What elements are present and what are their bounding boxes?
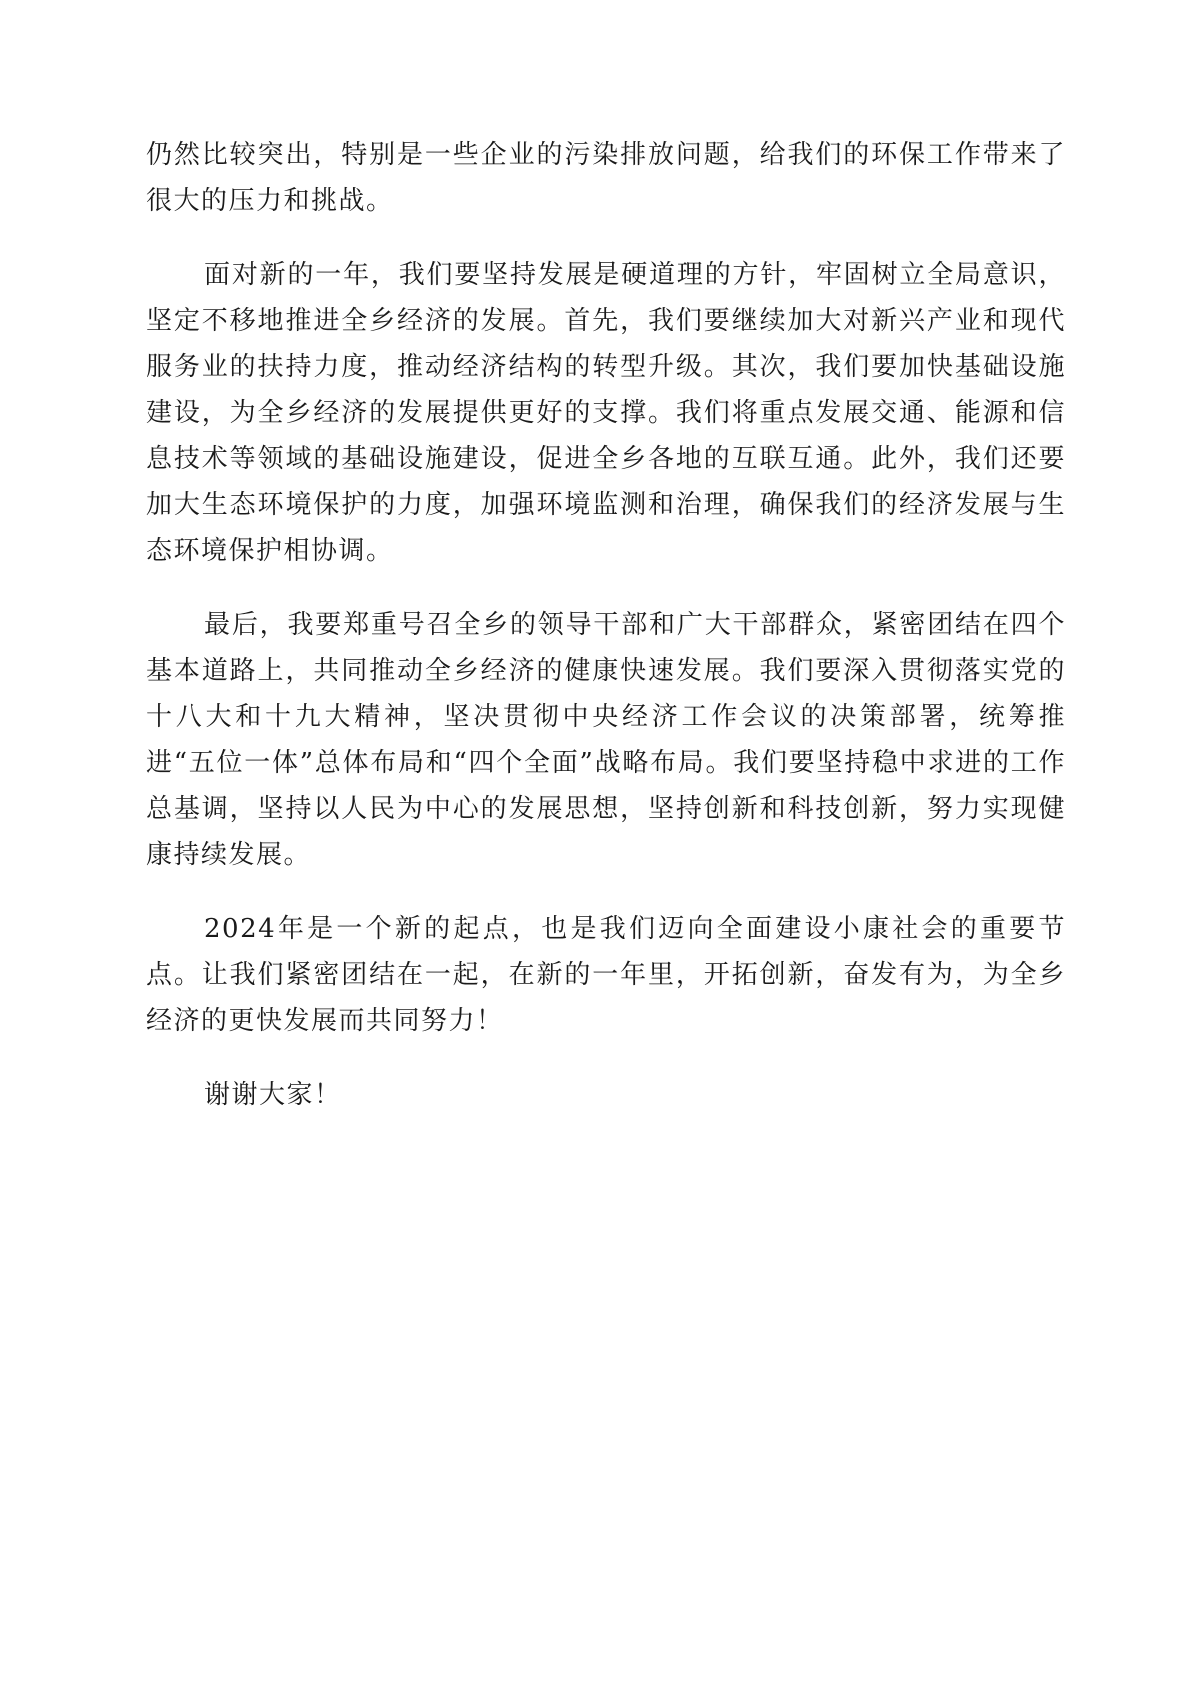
paragraph-2024-outlook: 2024年是一个新的起点，也是我们迈向全面建设小康社会的重要节点。让我们紧密团结在一起，在新的一年里，开拓创新，奋发有为，为全乡经济的更快发展而共同努力！ [146, 914, 1066, 1036]
paragraph-new-year-plan: 面对新的一年，我们要坚持发展是硬道理的方针，牢固树立全局意识，坚定不移地推进全乡经济的发展。首先，我们要继续加大对新兴产业和现代服务业的扶持力度，推动经济结构的转型升级。其次，我们要加快基础设施建设，为全乡经济的发展提供更好的支撑。我们将重点发展交通、能源和信息技术等领域的基础设施建设，促进全乡各地的互联互通。此外，我们还要加大生态环境保护的力度，加强环境监测和治理，确保我们的经济发展与生态环境保护相协调。 [146, 260, 1066, 566]
document-body [146, 132, 1066, 1146]
paragraph-environment-pressure: 仍然比较突出，特别是一些企业的污染排放问题，给我们的环保工作带来了很大的压力和挑战。 [146, 140, 1066, 216]
paragraph-thanks: 谢谢大家！ [204, 1080, 342, 1110]
paragraph-final-call: 最后，我要郑重号召全乡的领导干部和广大干部群众，紧密团结在四个基本道路上，共同推动全乡经济的健康快速发展。我们要深入贯彻落实党的十八大和十九大精神，坚决贯彻中央经济工作会议的决策部署，统筹推进“五位一体”总体布局和“四个全面”战略布局。我们要坚持稳中求进的工作总基调，坚持以人民为中心的发展思想，坚持创新和科技创新，努力实现健康持续发展。 [146, 610, 1066, 870]
